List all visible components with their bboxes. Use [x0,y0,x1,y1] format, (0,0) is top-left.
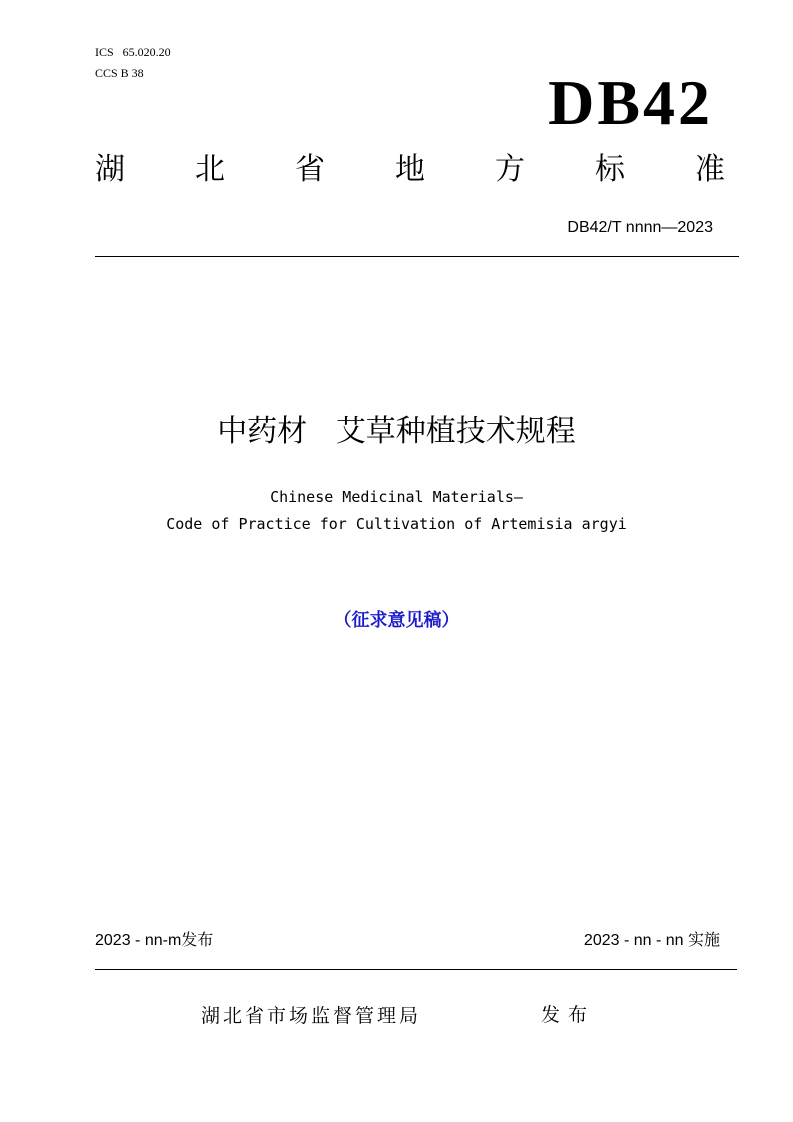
bottom-divider [95,969,737,970]
issue-label: 发布 [541,1004,596,1026]
draft-status: （征求意见稿） [333,610,460,631]
org-title-char: 湖 [95,152,125,187]
org-title-char: 地 [395,152,425,187]
publish-date: 2023 - nn-m发布 [95,932,214,949]
org-title-char: 省 [295,152,325,187]
standard-number: DB42/T nnnn—2023 [567,219,713,236]
english-title-line2: Code of Practice for Cultivation of Artemisia argyi [166,515,627,533]
org-title-char: 方 [495,152,525,187]
english-title-line1: Chinese Medicinal Materials— [270,488,523,506]
issuing-authority: 湖北省市场监督管理局 [201,1005,422,1027]
org-title-char: 北 [195,152,225,187]
standard-logo: DB42 [548,67,713,138]
org-title-char: 准 [695,152,725,187]
implement-date: 2023 - nn - nn 实施 [583,932,720,949]
ics-code: ICS 65.020.20 [95,45,171,59]
org-title [95,150,725,190]
org-title-char: 标 [595,152,625,187]
top-divider [95,256,739,257]
chinese-title: 中药材 艾草种植技术规程 [217,414,576,449]
ccs-code: CCS B 38 [95,66,144,80]
